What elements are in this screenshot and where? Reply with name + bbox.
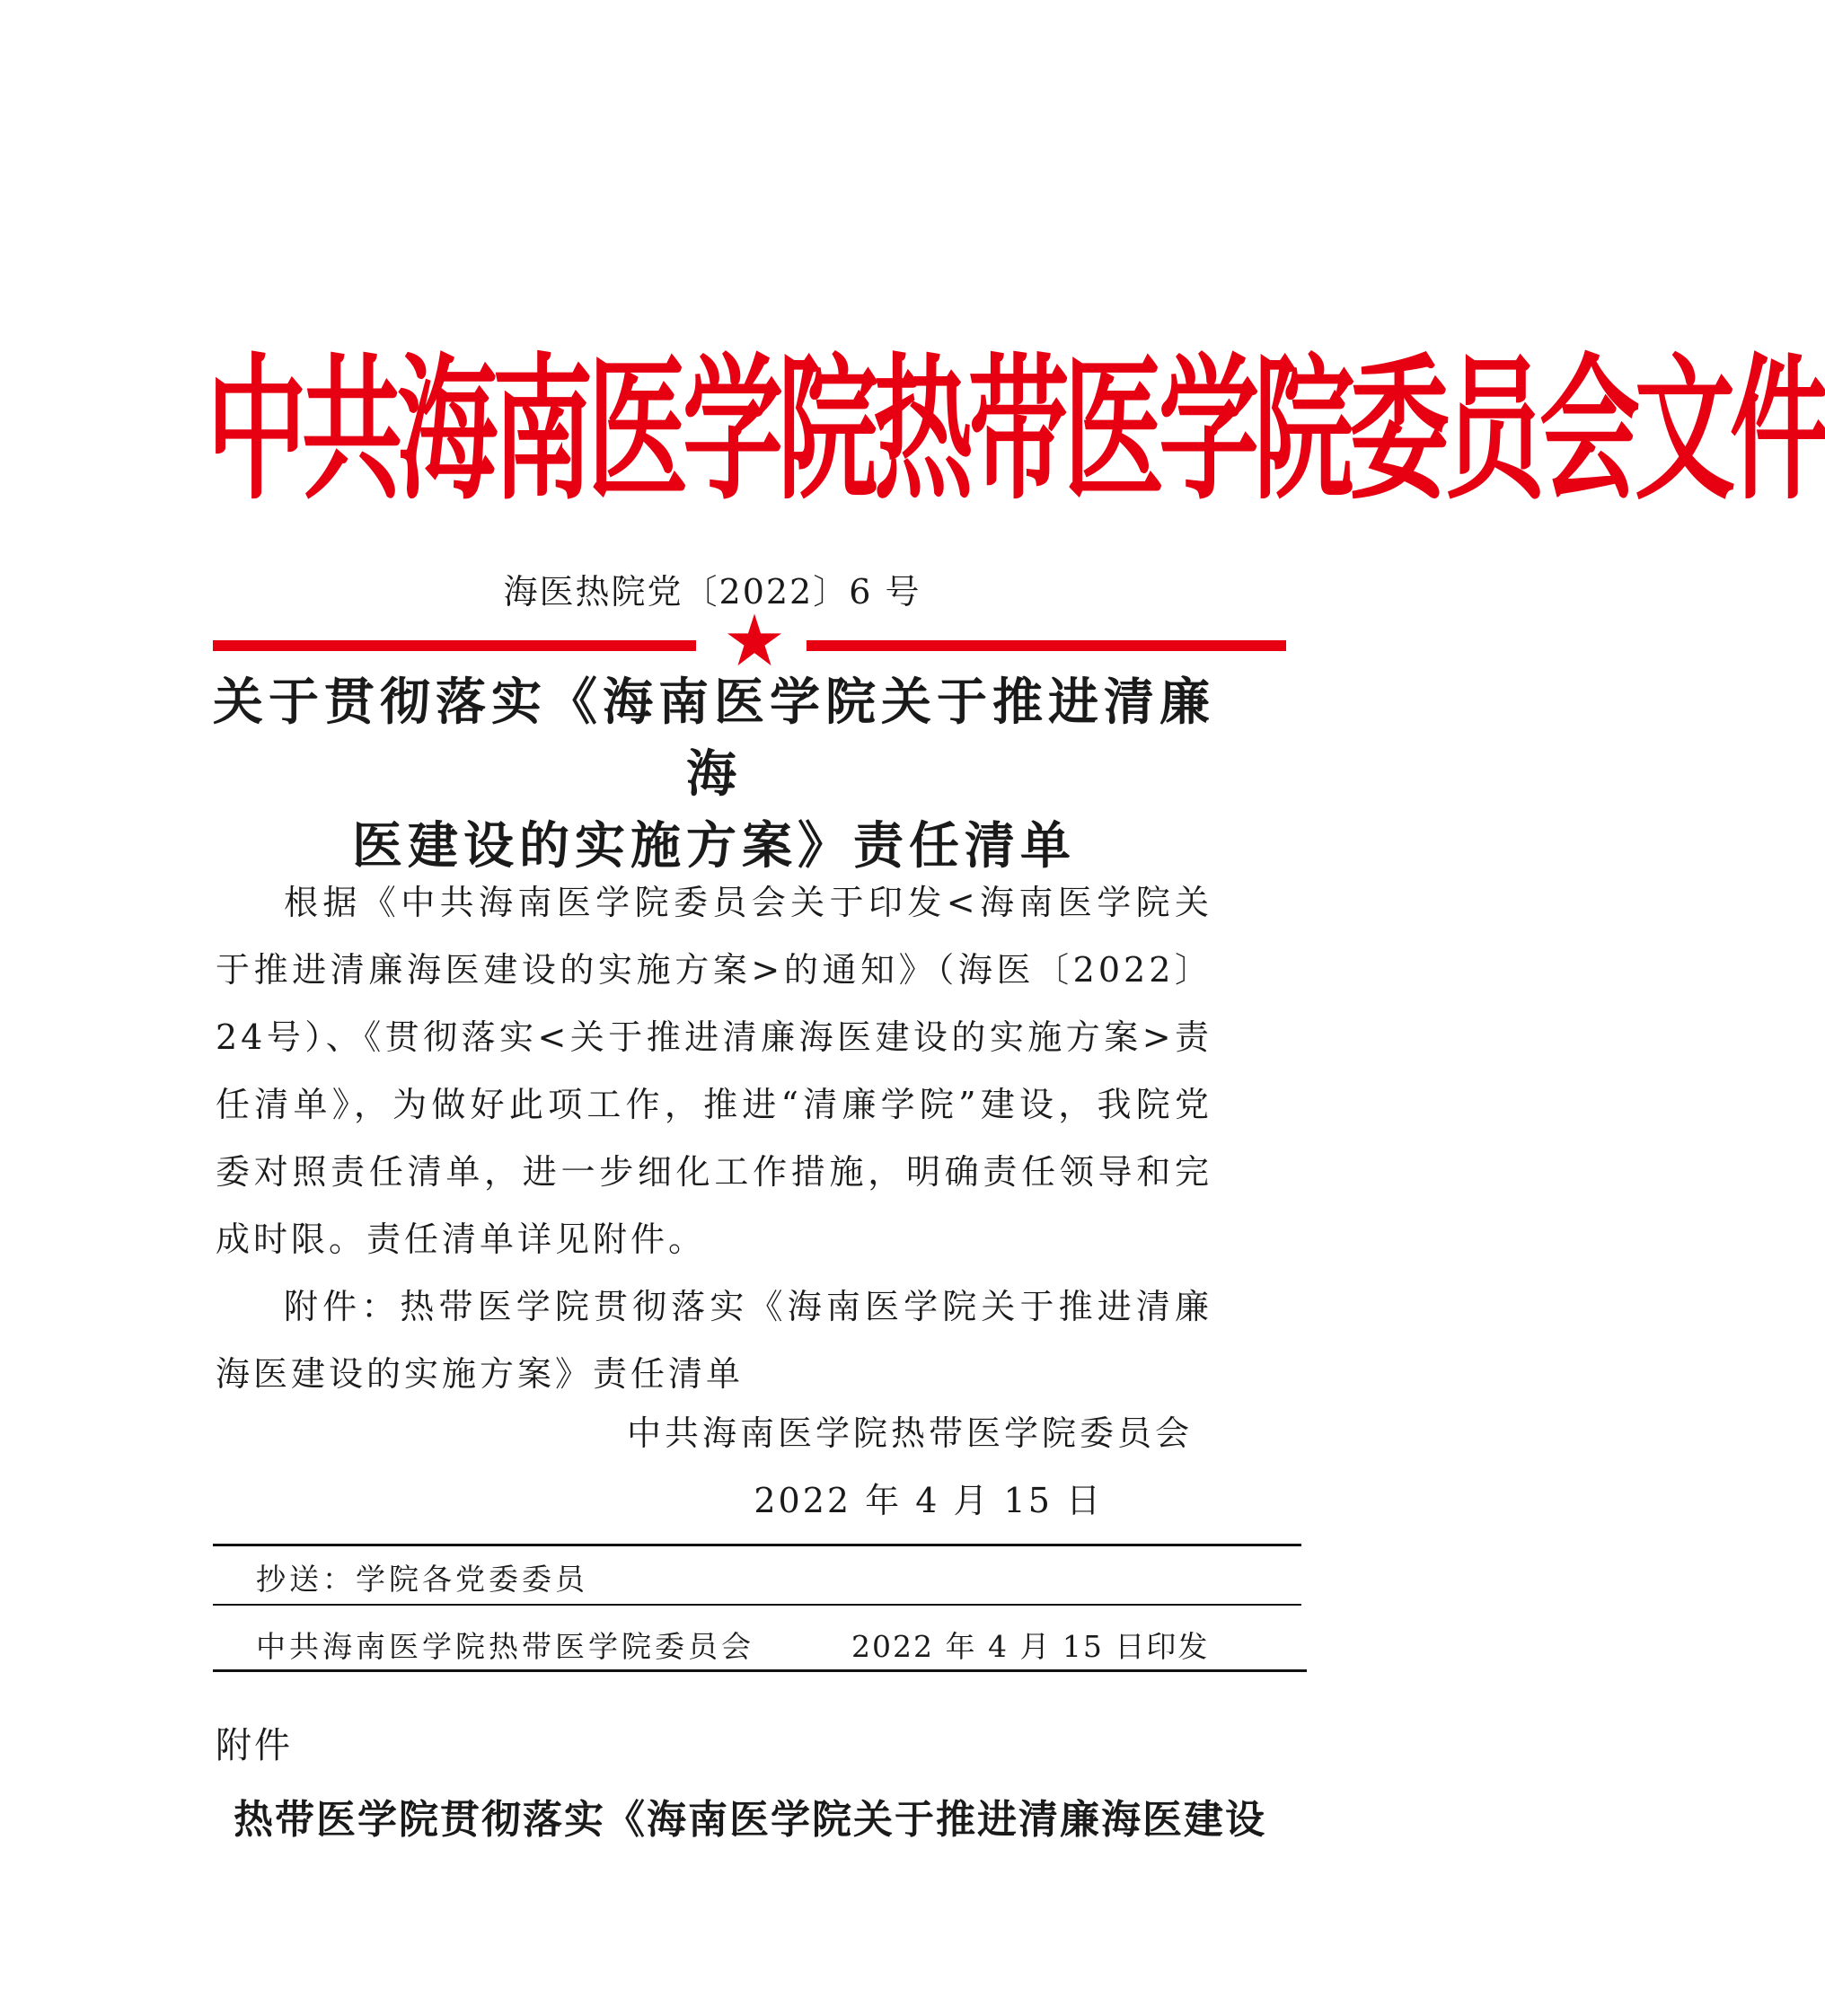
document-headline [207, 666, 1221, 882]
footer-rule-middle [213, 1604, 1301, 1606]
document-body [216, 869, 1212, 1408]
headline-line-2: 医建设的实施方案》责任清单 [352, 816, 1076, 876]
attachment-note: 附件：热带医学院贯彻落实《海南医学院关于推进清廉海医建设的实施方案》责任清单 [216, 1287, 1212, 1394]
signature-date: 2022 年 4 月 15 日 [754, 1481, 1103, 1520]
org-header-title: 中共海南医学院热带医学院委员会文件 [207, 340, 1825, 522]
cc-line: 抄送：学院各党委委员 [256, 1562, 588, 1597]
headline-line-1: 关于贯彻落实《海南医学院关于推进清廉海 [213, 673, 1215, 804]
red-rule-left [213, 640, 696, 651]
attachment-title: 热带医学院贯彻落实《海南医学院关于推进清廉海医建设 [234, 1797, 1266, 1843]
red-star-icon [726, 612, 783, 669]
attachment-label: 附件 [216, 1725, 293, 1766]
footer-rule-top [213, 1544, 1301, 1546]
issuer-line: 中共海南医学院热带医学院委员会 [256, 1629, 754, 1664]
body-paragraph: 根据《中共海南医学院委员会关于印发<海南医学院关于推进清廉海医建设的实施方案>的通知》（海医〔2022〕24号）、《贯彻落实<关于推进清廉海医建设的实施方案>责任清单》，为做好此项工作，推进“清廉学院”建设，我院党委对照责任清单，进一步细化工作措施，明确责任领导和完成时限。责任清单详见附件。 [216, 883, 1212, 1259]
red-rule-right [807, 640, 1286, 651]
footer-rule-bottom [213, 1669, 1307, 1672]
signature-organization: 中共海南医学院热带医学院委员会 [626, 1413, 1193, 1453]
document-number: 海医热院党〔2022〕6 号 [503, 572, 921, 612]
issue-date: 2022 年 4 月 15 日印发 [851, 1629, 1210, 1664]
